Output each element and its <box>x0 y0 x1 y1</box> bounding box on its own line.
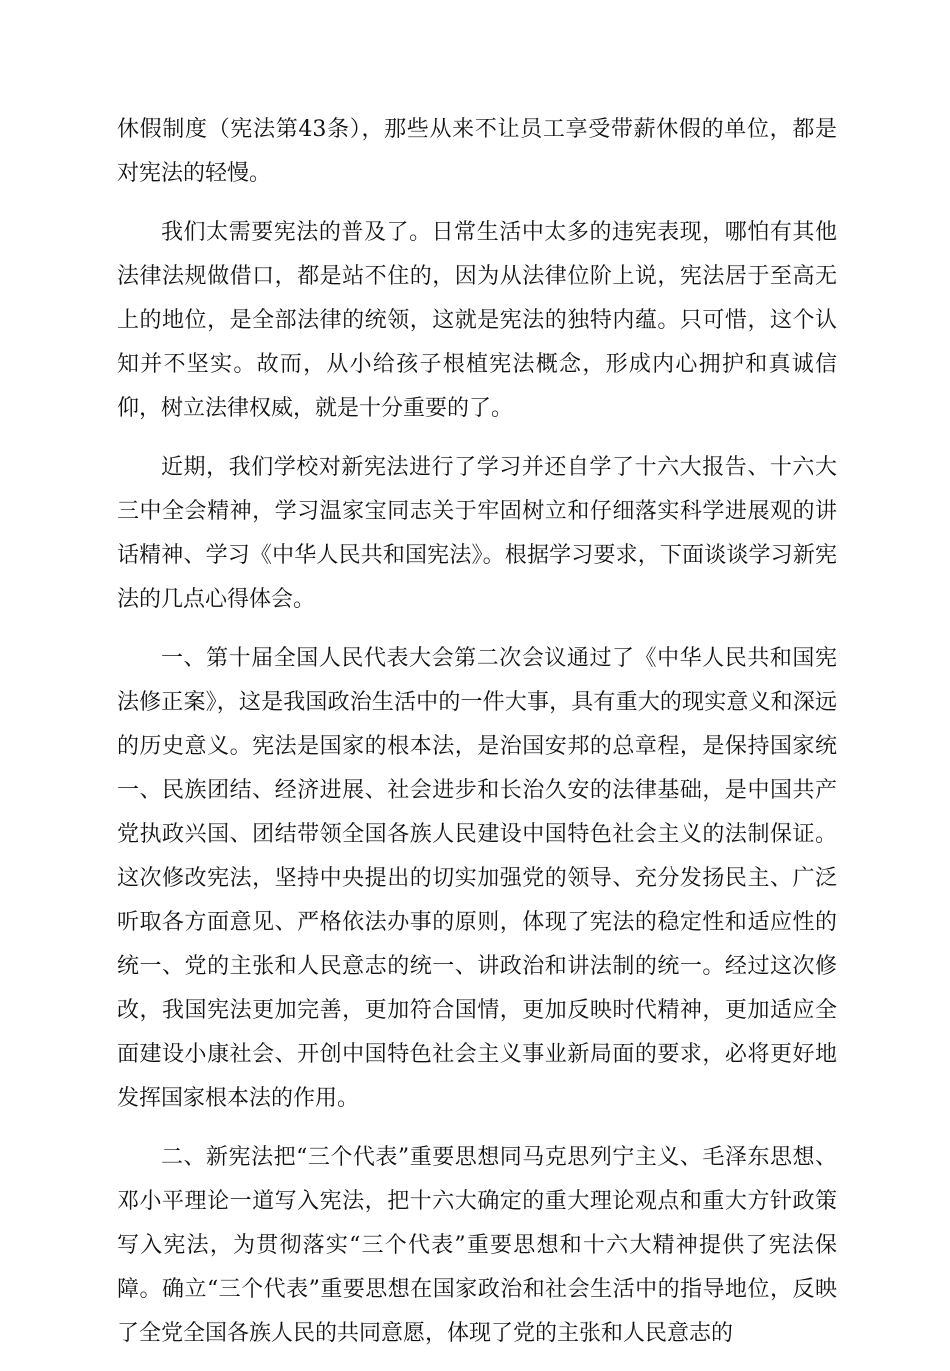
paragraph-4: 一、第十届全国人民代表大会第二次会议通过了《中华人民共和国宪法修正案》，这是我国政治生活中的一件大事，具有重大的现实意义和深远的历史意义。宪法是国家的根本法，是治国安邦的总章程，是保持国家统一、民族团结、经济进展、社会进步和长治久安的法律基础，是中国共产党执政兴国、团结带领全国各族人民建设中国特色社会主义的法制保证。这次修改宪法，坚持中央提出的切实加强党的领导、充分发扬民主、广泛听取各方面意见、严格依法办事的原则，体现了宪法的稳定性和适应性的统一、党的主张和人民意志的统一、讲政治和讲法制的统一。经过这次修改，我国宪法更加完善，更加符合国情，更加反映时代精神，更加适应全面建设小康社会、开创中国特色社会主义事业新局面的要求，必将更好地发挥国家根本法的作用。 <box>117 646 837 1111</box>
document-body <box>117 108 837 1371</box>
paragraph-1: 休假制度（宪法第43条），那些从来不让员工享受带薪休假的单位，都是对宪法的轻慢。 <box>117 117 837 186</box>
paragraph-3: 近期，我们学校对新宪法进行了学习并还自学了十六大报告、十六大三中全会精神，学习温家宝同志关于牢固树立和仔细落实科学进展观的讲话精神、学习《中华人民共和国宪法》。根据学习要求，下面谈谈学习新宪法的几点心得体会。 <box>117 455 837 612</box>
paragraph-2: 我们太需要宪法的普及了。日常生活中太多的违宪表现，哪怕有其他法律法规做借口，都是站不住的，因为从法律位阶上说，宪法居于至高无上的地位，是全部法律的统领，这就是宪法的独特内蕴。只可惜，这个认知并不坚实。故而，从小给孩子根植宪法概念，形成内心拥护和真诚信仰，树立法律权威，就是十分重要的了。 <box>117 220 837 421</box>
paragraph-5: 二、新宪法把“三个代表”重要思想同马克思列宁主义、毛泽东思想、邓小平理论一道写入宪法，把十六大确定的重大理论观点和重大方针政策写入宪法，为贯彻落实“三个代表”重要思想和十六大精神提供了宪法保障。确立“三个代表”重要思想在国家政治和社会生活中的指导地位，反映了全党全国各族人民的共同意愿，体现了党的主张和人民意志的 <box>117 1145 837 1346</box>
